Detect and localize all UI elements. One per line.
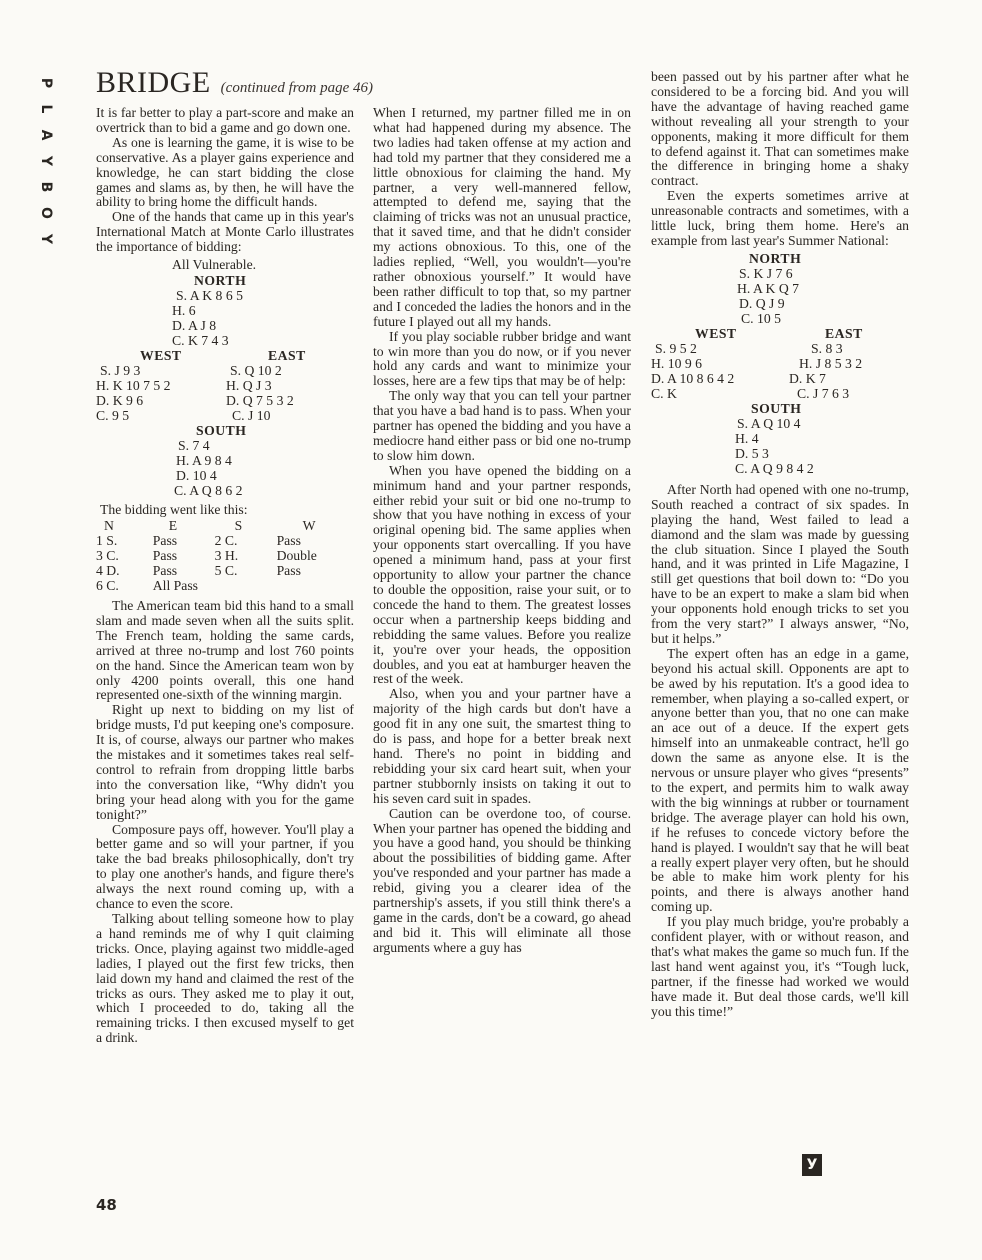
south-label: SOUTH (196, 423, 247, 439)
masthead (36, 70, 56, 252)
west-label: WEST (695, 325, 737, 341)
bidding-header (96, 518, 354, 533)
paragraph: Composure pays off, however. You'll play a better game and so will your partner, if you take the bad breaks philosophically, don't try to play one another's hands, and figure there's always the next round coming up, with a chance to even the score. (96, 821, 354, 912)
paragraph: If you play much bridge, you're probably a confident player, with or without reason, and that's what makes the game so much fun. If the last hand went against you, it's “Tough luck, partner, if the finesse had worked we would have made it. But deal those cards, we'll kill you this time!” (651, 914, 909, 1019)
article-title: BRIDGE (96, 66, 211, 99)
paragraph: As one is learning the game, it is wise to be conservative. As a player gains experience and knowledge, he can start bidding the close games and slams as, by then, he will have the ability to bring home the difficult hands. (96, 134, 354, 210)
east-cards: H. J 8 5 3 2 (799, 355, 863, 371)
paragraph: The expert often has an edge in a game, beyond his actual skill. Opponents are apt to be awed by his reputation. It's a good idea to remember, when playing a so-called expert, or anyone better than you, that no one can make an ace out of a deuce. If the expert gets himself into an unmakeable contract, he'll go down the same as anyone else. It is the nervous or unsure player who gives “presents” to the expert, and permits him to walk away with the big winnings at rubber or tournament bridge. The average player can hold his own, if he refuses to concede victory before the hand is played. I wouldn't say that he will beat a really expert player very often, but he should be able to make him work plenty for his points, and there is always another hand coming up. (651, 645, 909, 915)
east-cards: S. 8 3 (811, 340, 843, 356)
bidding-table (96, 518, 354, 593)
column-3 (651, 70, 909, 1020)
east-cards: H. Q J 3 (226, 378, 272, 394)
bid-cell: 2 C. (214, 532, 238, 548)
continued-note: (continued from page 46) (220, 80, 374, 96)
bridge-hand-diagram (651, 251, 909, 477)
bidding-col-s: S (234, 517, 243, 533)
bid-cell: 3 H. (214, 547, 239, 563)
west-cards: H. K 10 7 5 2 (96, 378, 171, 394)
masthead-letter: L (38, 104, 54, 114)
east-label: EAST (825, 325, 863, 341)
south-cards: S. A Q 10 4 (737, 415, 801, 431)
north-cards: H. 6 (172, 303, 196, 319)
vulnerability-note: All Vulnerable. (172, 257, 257, 273)
south-cards: D. 10 4 (176, 468, 217, 484)
masthead-letter: P (38, 77, 54, 89)
east-cards: D. Q 7 5 3 2 (226, 393, 294, 409)
column-2 (373, 106, 631, 956)
south-cards: S. 7 4 (178, 438, 210, 454)
south-cards: D. 5 3 (735, 445, 769, 461)
masthead-letter: O (38, 207, 54, 219)
north-cards: H. A K Q 7 (737, 280, 799, 296)
paragraph: Even the experts sometimes arrive at unreasonable contracts and sometimes, with a little luck, bring them home. Here's an example from last year's Summer National: (651, 188, 909, 248)
masthead-letter: B (38, 181, 54, 193)
east-cards: S. Q 10 2 (230, 363, 282, 379)
bid-cell: 1 S. (96, 532, 118, 548)
bid-cell: Pass (276, 532, 301, 548)
bid-cell (215, 578, 277, 593)
paragraph: When you have opened the bidding on a minimum hand and your partner responds, either rebid your suit or bid one no-trump to show that you have nothing in excess of your original opening bid. The same applies when your opponents start overcalling. If you have opened a minimum hand, pass at your first opportunity to allow your partner the chance to double the opposition, raise your suit, or to concede the hand to them. The greatest losses occur when a partnership keeps bidding and rebidding the same values. Before you realize it, you're over your heads, the opposition doubles, and you eat at hamburger heaven the rest of the week. (373, 462, 631, 687)
paragraph: Caution can be overdone too, of course. When your partner has opened the bidding and you have a good hand, you should be thinking about the possibilities of bidding game. After you've responded and your partner has made a rebid, giving you a clearer idea of the partnership's assets, if you still think there's a game in the cards, don't be a coward, go ahead and bid it. This will eliminate all those arguments where a guy has (373, 805, 631, 955)
south-cards: C. A Q 8 6 2 (174, 483, 243, 499)
bidding-row (96, 533, 354, 548)
north-cards: C. 10 5 (741, 310, 781, 326)
paragraph: If you play sociable rubber bridge and want to win more than you do now, or if you never hold any cards and want to minimize your losses, here are a few tips that may be of help: (373, 328, 631, 389)
bid-cell: Pass (152, 547, 178, 563)
paragraph: It is far better to play a part-score and make an overtrick than to bid a game and go down one. (96, 105, 354, 135)
paragraph: been passed out by his partner after what he considered to be a forcing bid. And you will have the advantage of having reached game without revealing all your strength to your opponents, making it more difficult for them to defend against it. That can sometimes make the difference in bringing home a shaky contract. (651, 69, 909, 189)
west-cards: S. 9 5 2 (655, 340, 697, 356)
bid-cell: Double (276, 547, 317, 563)
bid-cell: Pass (152, 562, 178, 578)
masthead-letter: Y (38, 233, 54, 245)
bidding-col-w: W (302, 517, 316, 533)
bidding-row (96, 548, 354, 563)
west-cards: C. K (651, 385, 677, 401)
bid-cell: 5 C. (214, 562, 238, 578)
west-cards: D. K 9 6 (96, 393, 144, 409)
east-cards: D. K 7 (789, 370, 826, 386)
paragraph: After North had opened with one no-trump, South reached a contract of six spades. In playing the hand, West failed to lead a diamond and the slam was made by guessing the club situation. Since I played the South hand, and it was printed in Life Magazine, I still get questions that boil down to: “Do you have to be an expert to make a slam bid when your opponents hold enough tricks to set you from the very start?” I always answer, “No, but it helps.” (651, 481, 909, 646)
bid-cell: All Pass (152, 577, 199, 593)
bidding-row (96, 578, 354, 593)
bid-cell: Pass (152, 532, 178, 548)
bid-cell: 3 C. (96, 547, 119, 563)
north-cards: C. K 7 4 3 (172, 333, 229, 349)
paragraph: The American team bid this hand to a small slam and made seven when all the suits split. The French team, holding the same cards, arrived at three no-trump and lost 760 points on the hand. Since the American team won by only 4200 points overall, this one hand represented one-sixth of the winning margin. (96, 597, 354, 703)
paragraph: One of the hands that came up in this year's International Match at Monte Carlo illustrates the importance of bidding: (96, 209, 354, 255)
bidding-col-n: N (104, 517, 114, 533)
west-cards: C. 9 5 (96, 408, 130, 424)
paragraph: The only way that you can tell your partner that you have a bad hand is to pass. When your partner has opened the bidding and you have a mediocre hand either pass or bid one no-trump to slow him down. (373, 388, 631, 463)
paragraph: Right up next to bidding on my list of bridge musts, I'd put keeping one's composure. It is, of course, always our partner who makes the mistakes and it sometimes takes real self-control to refrain from dropping little barbs into the conversation like, “Why didn't you bring your head along with you for the game tonight?” (96, 702, 354, 822)
east-cards: C. J 7 6 3 (797, 385, 850, 401)
end-mark-logo: У (802, 1154, 822, 1176)
north-cards: D. Q J 9 (739, 295, 785, 311)
bid-cell: Pass (276, 562, 301, 578)
paragraph: When I returned, my partner filled me in on what had happened during my absence. The two ladies had taken offense at my action and had told my partner that they considered me a little obnoxious for claiming the hand. My partner, a very well-mannered fellow, attempted to defend me, saying that the claiming of tricks was not an unusual practice, that it saved time, and that he didn't consider my actions obnoxious. To this, one of the ladies replied, “Well, you wouldn't—you're rather obnoxious yourself.” It would have been rather difficult to top that, so my partner and I conceded the ladies the honors and in the future I played out all my hands. (373, 105, 631, 329)
west-cards: D. A 10 8 6 4 2 (651, 370, 735, 386)
west-label: WEST (140, 348, 182, 364)
masthead-letter: Y (38, 155, 54, 167)
column-1 (96, 106, 354, 1046)
north-label: NORTH (749, 250, 802, 266)
bid-cell: 6 C. (96, 577, 119, 593)
north-label: NORTH (194, 273, 247, 289)
north-cards: D. A J 8 (172, 318, 217, 334)
east-label: EAST (268, 348, 306, 364)
south-cards: C. A Q 9 8 4 2 (735, 460, 814, 476)
south-label: SOUTH (751, 400, 802, 416)
masthead-letter: A (38, 129, 54, 141)
west-cards: S. J 9 3 (100, 363, 141, 379)
bidding-intro: The bidding went like this: (100, 502, 248, 518)
bid-cell: 4 D. (96, 562, 120, 578)
paragraph: Also, when you and your partner have a majority of the high cards but don't have a good fit in any one suit, the smartest thing to do is pass, and hope for a better break next hand. There's no point in bidding and rebidding your six card heart suit, when your partner stubbornly insists on taking it out to his seven card suit in spades. (373, 686, 631, 806)
article-heading (96, 66, 373, 100)
bidding-row (96, 563, 354, 578)
paragraph: Talking about telling someone how to play a hand reminds me of why I quit claiming tricks. Once, playing against two middle-aged ladies, I played out the first few tricks, then laid down my hand and claimed the rest of the tricks as ours. They asked me to play it out, which I proceeded to do, taking all the remaining tricks. I then excused myself to get a drink. (96, 911, 354, 1046)
north-cards: S. A K 8 6 5 (176, 288, 243, 304)
west-cards: H. 10 9 6 (651, 355, 702, 371)
page-number: 48 (96, 1196, 117, 1214)
south-cards: H. 4 (735, 430, 759, 446)
north-cards: S. K J 7 6 (739, 265, 793, 281)
bidding-col-e: E (168, 517, 178, 533)
east-cards: C. J 10 (232, 408, 271, 424)
bid-cell (277, 578, 354, 593)
south-cards: H. A 9 8 4 (176, 453, 232, 469)
bridge-hand-diagram (96, 257, 354, 499)
